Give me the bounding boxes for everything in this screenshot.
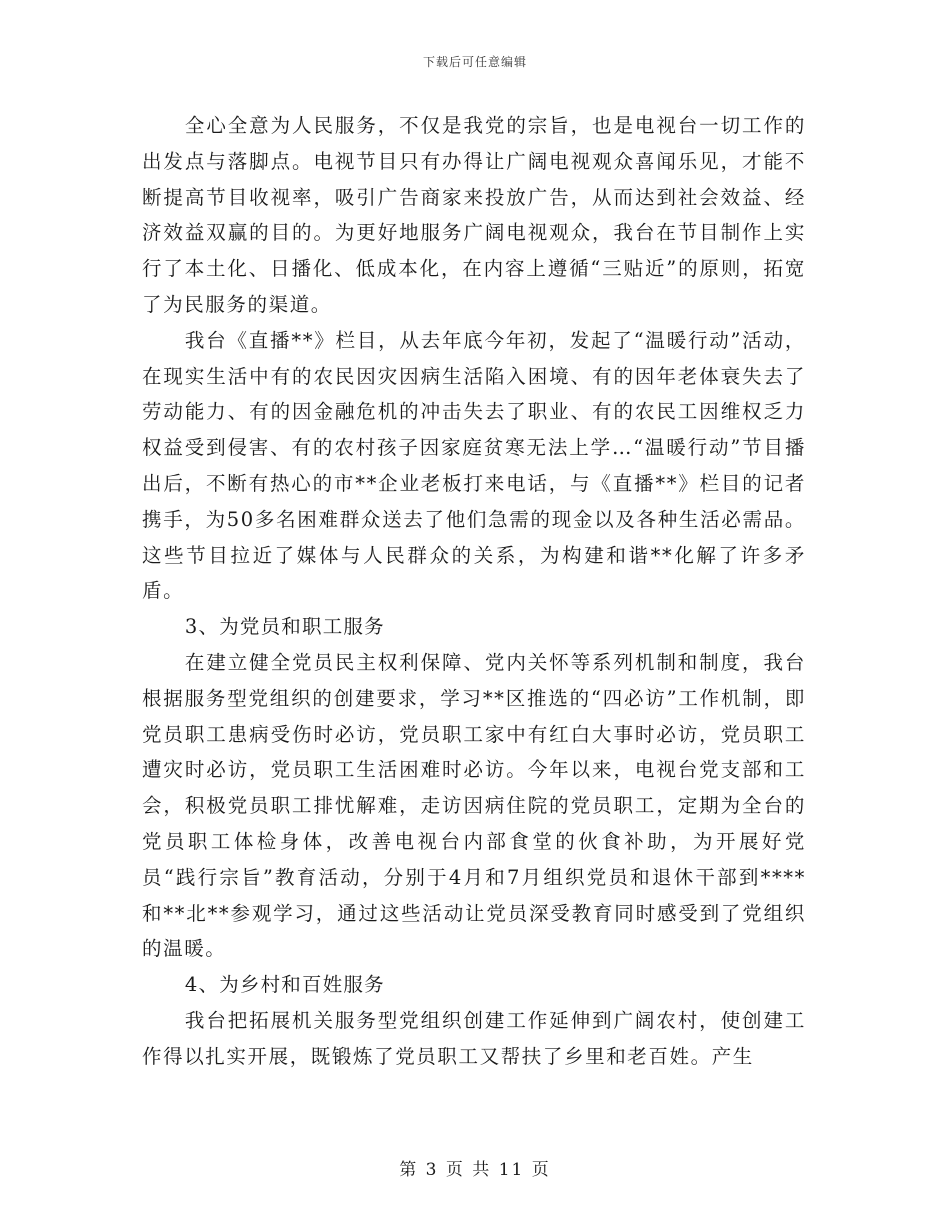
body-paragraph-2: 我台《直播**》栏目，从去年底今年初，发起了“温暖行动”活动，在现实生活中有的农民因灾因病生活陷入困境、有的因年老体衰失去了劳动能力、有的因金融危机的冲击失去了职业、有的农民工因维权乏力权益受到侵害、有的农村孩子因家庭贫寒无法上学…“温暖行动”节目播出后，不断有热心的市**企业老板打来电话，与《直播**》栏目的记者携手，为50多名困难群众送去了他们急需的现金以及各种生活必需品。这些节目拉近了媒体与人民群众的关系，为构建和谐**化解了许多矛盾。: [142, 328, 806, 603]
document-body: [142, 108, 806, 1075]
section-title-3: 3、为党员和职工服务: [184, 615, 385, 639]
section-3-paragraph: 在建立健全党员民主权利保障、党内关怀等系列机制和制度，我台根据服务型党组织的创建要求，学习**区推选的“四必访”工作机制，即党员职工患病受伤时必访，党员职工家中有红白大事时必访，党员职工遭灾时必访，党员职工生活困难时必访。今年以来，电视台党支部和工会，积极党员职工排忧解难，走访因病住院的党员职工，定期为全台的党员职工体检身体，改善电视台内部食堂的伙食补助，为开展好党员“践行宗旨”教育活动，分别于4月和7月组织党员和退休干部到****和**北**参观学习，通过这些活动让党员深受教育同时感受到了党组织的温暖。: [142, 650, 806, 961]
body-paragraph-1: 全心全意为人民服务，不仅是我党的宗旨，也是电视台一切工作的出发点与落脚点。电视节目只有办得让广阔电视观众喜闻乐见，才能不断提高节目收视率，吸引广告商家来投放广告，从而达到社会效益、经济效益双赢的目的。为更好地服务广阔电视观众，我台在节目制作上实行了本土化、日播化、低成本化，在内容上遵循“三贴近”的原则，拓宽了为民服务的渠道。: [142, 114, 806, 316]
page-header: 下载后可任意编辑: [422, 55, 527, 69]
section-title-4: 4、为乡村和百姓服务: [184, 973, 385, 997]
section-4-paragraph: 我台把拓展机关服务型党组织创建工作延伸到广阔农村，使创建工作得以扎实开展，既锻炼了党员职工又帮扶了乡里和老百姓。产生: [142, 1008, 806, 1068]
page-footer: 第 3 页 共 11 页: [399, 1160, 551, 1180]
